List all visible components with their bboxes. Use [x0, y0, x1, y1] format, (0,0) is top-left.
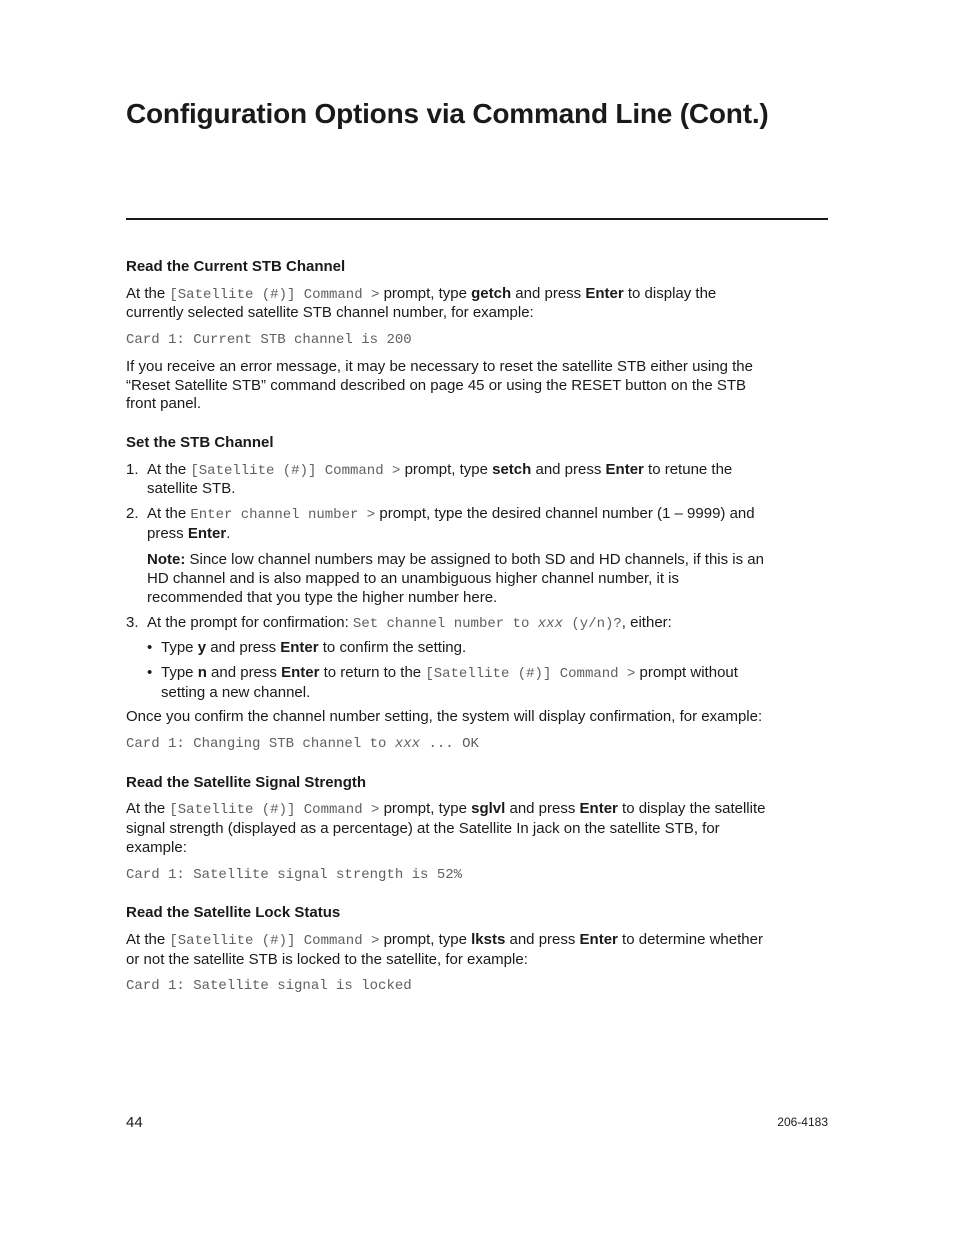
bullet-dot: • [147, 663, 153, 681]
page-number: 44 [126, 1114, 143, 1131]
prompt-code: [Satellite (#)] Command > [425, 665, 636, 682]
confirm-paragraph: Once you confirm the channel number setting, the system will display confirmation, for example: [126, 708, 763, 726]
section-heading-set-channel: Set the STB Channel [126, 433, 274, 451]
text: and press [505, 800, 580, 818]
text: prompt, type [379, 800, 472, 818]
code-example-signal-strength: Card 1: Satellite signal strength is 52% [126, 866, 463, 883]
bullet-text [161, 639, 766, 658]
text: At the prompt for confirmation: [147, 613, 353, 631]
text: At the [147, 460, 191, 478]
text: and press [511, 284, 586, 302]
text: to display the currently selected satellite STB channel number, for example: [126, 284, 717, 322]
command-lksts: lksts [471, 930, 506, 948]
document-number: 206-4183 [777, 1115, 828, 1129]
note-text: Since low channel numbers may be assigned to both SD and HD channels, if this is an HD channel and is also mapped to an unambiguous higher channel number, it is recommended that you type the higher number here. [147, 551, 764, 606]
section-heading-signal-strength: Read the Satellite Signal Strength [126, 773, 367, 791]
step-1 [126, 461, 766, 499]
text: At the [126, 800, 170, 818]
key-y: y [197, 639, 207, 657]
note [147, 551, 766, 607]
bullet-cancel [147, 664, 766, 702]
text: prompt, type [400, 460, 493, 478]
prompt-code: Enter channel number > [190, 507, 376, 524]
text: and press [505, 930, 580, 948]
enter-key: Enter [585, 284, 624, 302]
enter-key: Enter [281, 663, 320, 681]
prompt-code: [Satellite (#)] Command > [169, 286, 380, 303]
bullet-confirm [147, 639, 766, 658]
title-rule [126, 218, 828, 220]
enter-key: Enter [280, 639, 319, 657]
enter-key: Enter [187, 524, 227, 542]
step-number: 2. [126, 505, 139, 523]
text: and press [206, 639, 281, 657]
prompt-code: [Satellite (#)] Command > [190, 462, 401, 479]
step-text [147, 505, 766, 543]
enter-key: Enter [579, 930, 618, 948]
command-setch: setch [492, 460, 532, 478]
enter-key: Enter [605, 460, 644, 478]
text: to determine whether or not the satellite STB is locked to the satellite, for example: [126, 930, 763, 968]
read-channel-paragraph [126, 285, 766, 323]
text: , either: [621, 613, 672, 631]
code-text: (y/n)? [562, 615, 622, 632]
code-text: ... OK [420, 736, 479, 753]
lock-status-paragraph [126, 931, 766, 969]
text: prompt, type [379, 930, 472, 948]
step-number: 1. [126, 460, 139, 478]
command-getch: getch [471, 284, 512, 302]
step-text [147, 461, 766, 499]
text: prompt without setting a new channel. [161, 663, 738, 701]
code-example-lock-status: Card 1: Satellite signal is locked [126, 978, 412, 995]
text: At the [147, 505, 191, 523]
text: and press [531, 460, 606, 478]
step-number: 3. [126, 613, 139, 631]
step-2 [126, 505, 766, 543]
code-text: Set channel number to [352, 615, 538, 632]
key-n: n [197, 663, 207, 681]
note-label: Note: [147, 551, 186, 569]
code-example-changing-channel [126, 735, 766, 754]
text: to confirm the setting. [318, 639, 467, 657]
text: to retune the satellite STB. [147, 460, 733, 498]
text: to display the satellite signal strength (displayed as a percentage) at the Satellite In jack on the satellite STB, for example: [126, 800, 766, 856]
page-title: Configuration Options via Command Line (Cont.) [126, 98, 769, 129]
text: prompt, type the desired channel number (1 – 9999) and press [147, 505, 755, 542]
prompt-code [353, 616, 622, 632]
text: At the [126, 930, 170, 948]
reset-note-paragraph: If you receive an error message, it may be necessary to reset the satellite STB either using the “Reset Satellite STB” command described on page 45 or using the RESET button on the STB front panel. [126, 357, 753, 413]
step-3 [126, 614, 766, 634]
text: and press [206, 663, 282, 681]
code-variable: xxx [537, 615, 563, 632]
text: to return to the [319, 663, 426, 681]
text: Type [161, 663, 198, 681]
bullet-dot: • [147, 639, 153, 657]
text: prompt, type [379, 284, 472, 302]
bullet-text [161, 664, 766, 702]
section-heading-lock-status: Read the Satellite Lock Status [126, 904, 341, 922]
content [126, 258, 766, 1004]
prompt-code: [Satellite (#)] Command > [169, 932, 380, 949]
signal-strength-paragraph [126, 800, 766, 857]
code-text: Card 1: Changing STB channel to [126, 736, 395, 753]
code-variable: xxx [394, 736, 421, 753]
prompt-code: [Satellite (#)] Command > [169, 802, 380, 819]
text: Type [161, 639, 198, 657]
text: At the [126, 284, 170, 302]
enter-key: Enter [579, 800, 618, 818]
text: . [226, 524, 231, 542]
command-sglvl: sglvl [471, 800, 506, 818]
section-heading-read-channel: Read the Current STB Channel [126, 258, 346, 275]
step-text [147, 614, 766, 634]
code-example-current-channel: Card 1: Current STB channel is 200 [126, 332, 412, 349]
